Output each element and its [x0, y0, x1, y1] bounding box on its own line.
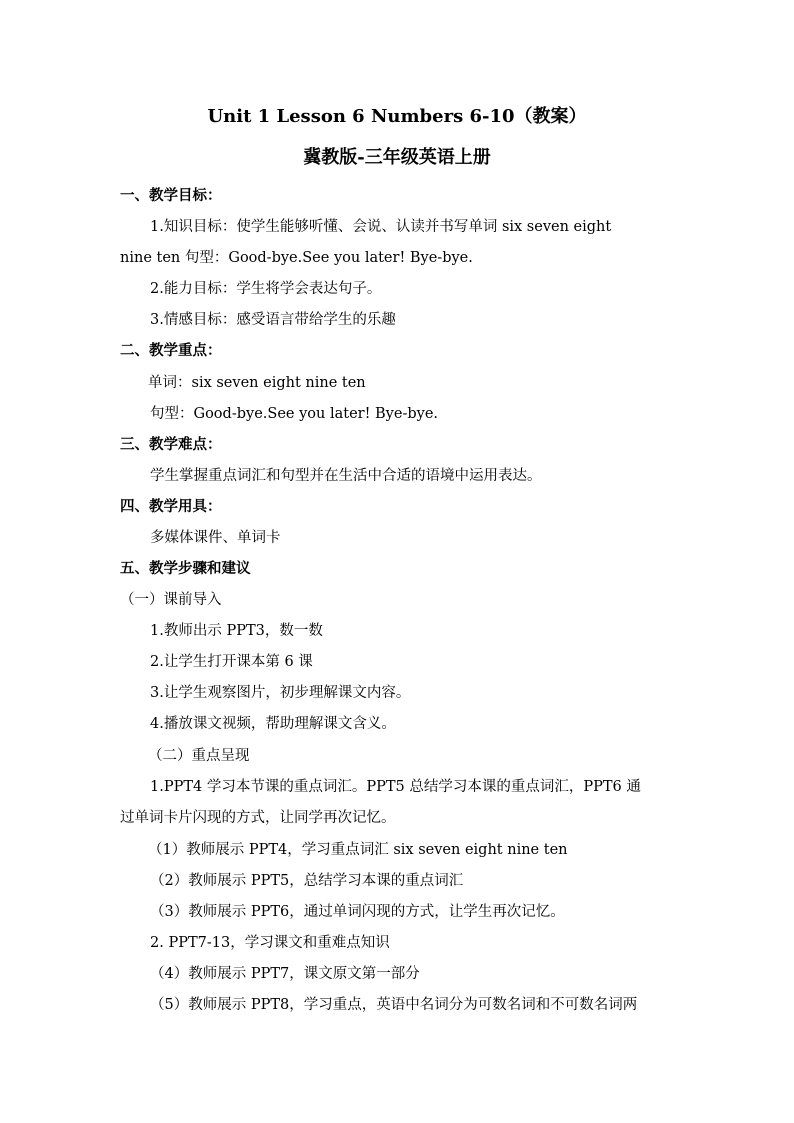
steps-part1-title: （一）课前导入	[120, 592, 222, 608]
objective-emotion: 3.情感目标：感受语言带给学生的乐趣	[150, 312, 396, 328]
section-steps-heading: 五、教学步骤和建议	[120, 560, 251, 577]
key-points-sentences: 句型：Good-bye.See you later! Bye-bye.	[150, 406, 439, 422]
list-item: （3）教师展示 PPT6，通过单词闪现的方式，让学生再次记忆。	[150, 904, 565, 920]
list-item: 2.让学生打开课本第 6 课	[150, 654, 313, 670]
list-item: （4）教师展示 PPT7，课文原文第一部分	[150, 966, 420, 982]
document-subtitle: 冀教版-三年级英语上册	[303, 147, 491, 168]
objective-knowledge-line1: 1.知识目标：使学生能够听懂、会说、认读并书写单词 six seven eight	[150, 219, 612, 235]
section-difficulties-heading: 三、教学难点：	[120, 436, 222, 453]
steps-part2-paragraph-line1: 1.PPT4 学习本节课的重点词汇。PPT5 总结学习本课的重点词汇，PPT6 通	[150, 779, 641, 795]
section-tools-heading: 四、教学用具：	[120, 498, 222, 515]
objective-ability: 2.能力目标：学生将学会表达句子。	[150, 281, 382, 297]
steps-part2-paragraph2: 2. PPT7-13，学习课文和重难点知识	[150, 935, 390, 951]
list-item: （2）教师展示 PPT5，总结学习本课的重点词汇	[150, 873, 464, 889]
section-key-points-heading: 二、教学重点：	[120, 342, 222, 359]
list-item: 4.播放课文视频，帮助理解课文含义。	[150, 716, 396, 732]
section-objectives-heading: 一、教学目标：	[120, 187, 222, 204]
objective-knowledge-line2: nine ten 句型：Good-bye.See you later! Bye-bye.	[120, 250, 473, 266]
steps-part2-paragraph-line2: 过单词卡片闪现的方式，让同学再次记忆。	[120, 810, 396, 826]
list-item: （1）教师展示 PPT4，学习重点词汇 six seven eight nine ten	[148, 842, 568, 858]
difficulties-text: 学生掌握重点词汇和句型并在生活中合适的语境中运用表达。	[150, 468, 542, 484]
list-item: 3.让学生观察图片，初步理解课文内容。	[150, 685, 411, 701]
list-item: 1.教师出示 PPT3，数一数	[150, 623, 323, 639]
tools-text: 多媒体课件、单词卡	[150, 530, 281, 546]
document-title: Unit 1 Lesson 6 Numbers 6-10（教案）	[207, 106, 587, 127]
steps-part2-title: （二）重点呈现	[148, 748, 250, 764]
list-item: （5）教师展示 PPT8，学习重点，英语中名词分为可数名词和不可数名词两	[150, 997, 638, 1013]
key-points-words: 单词：six seven eight nine ten	[148, 375, 366, 391]
